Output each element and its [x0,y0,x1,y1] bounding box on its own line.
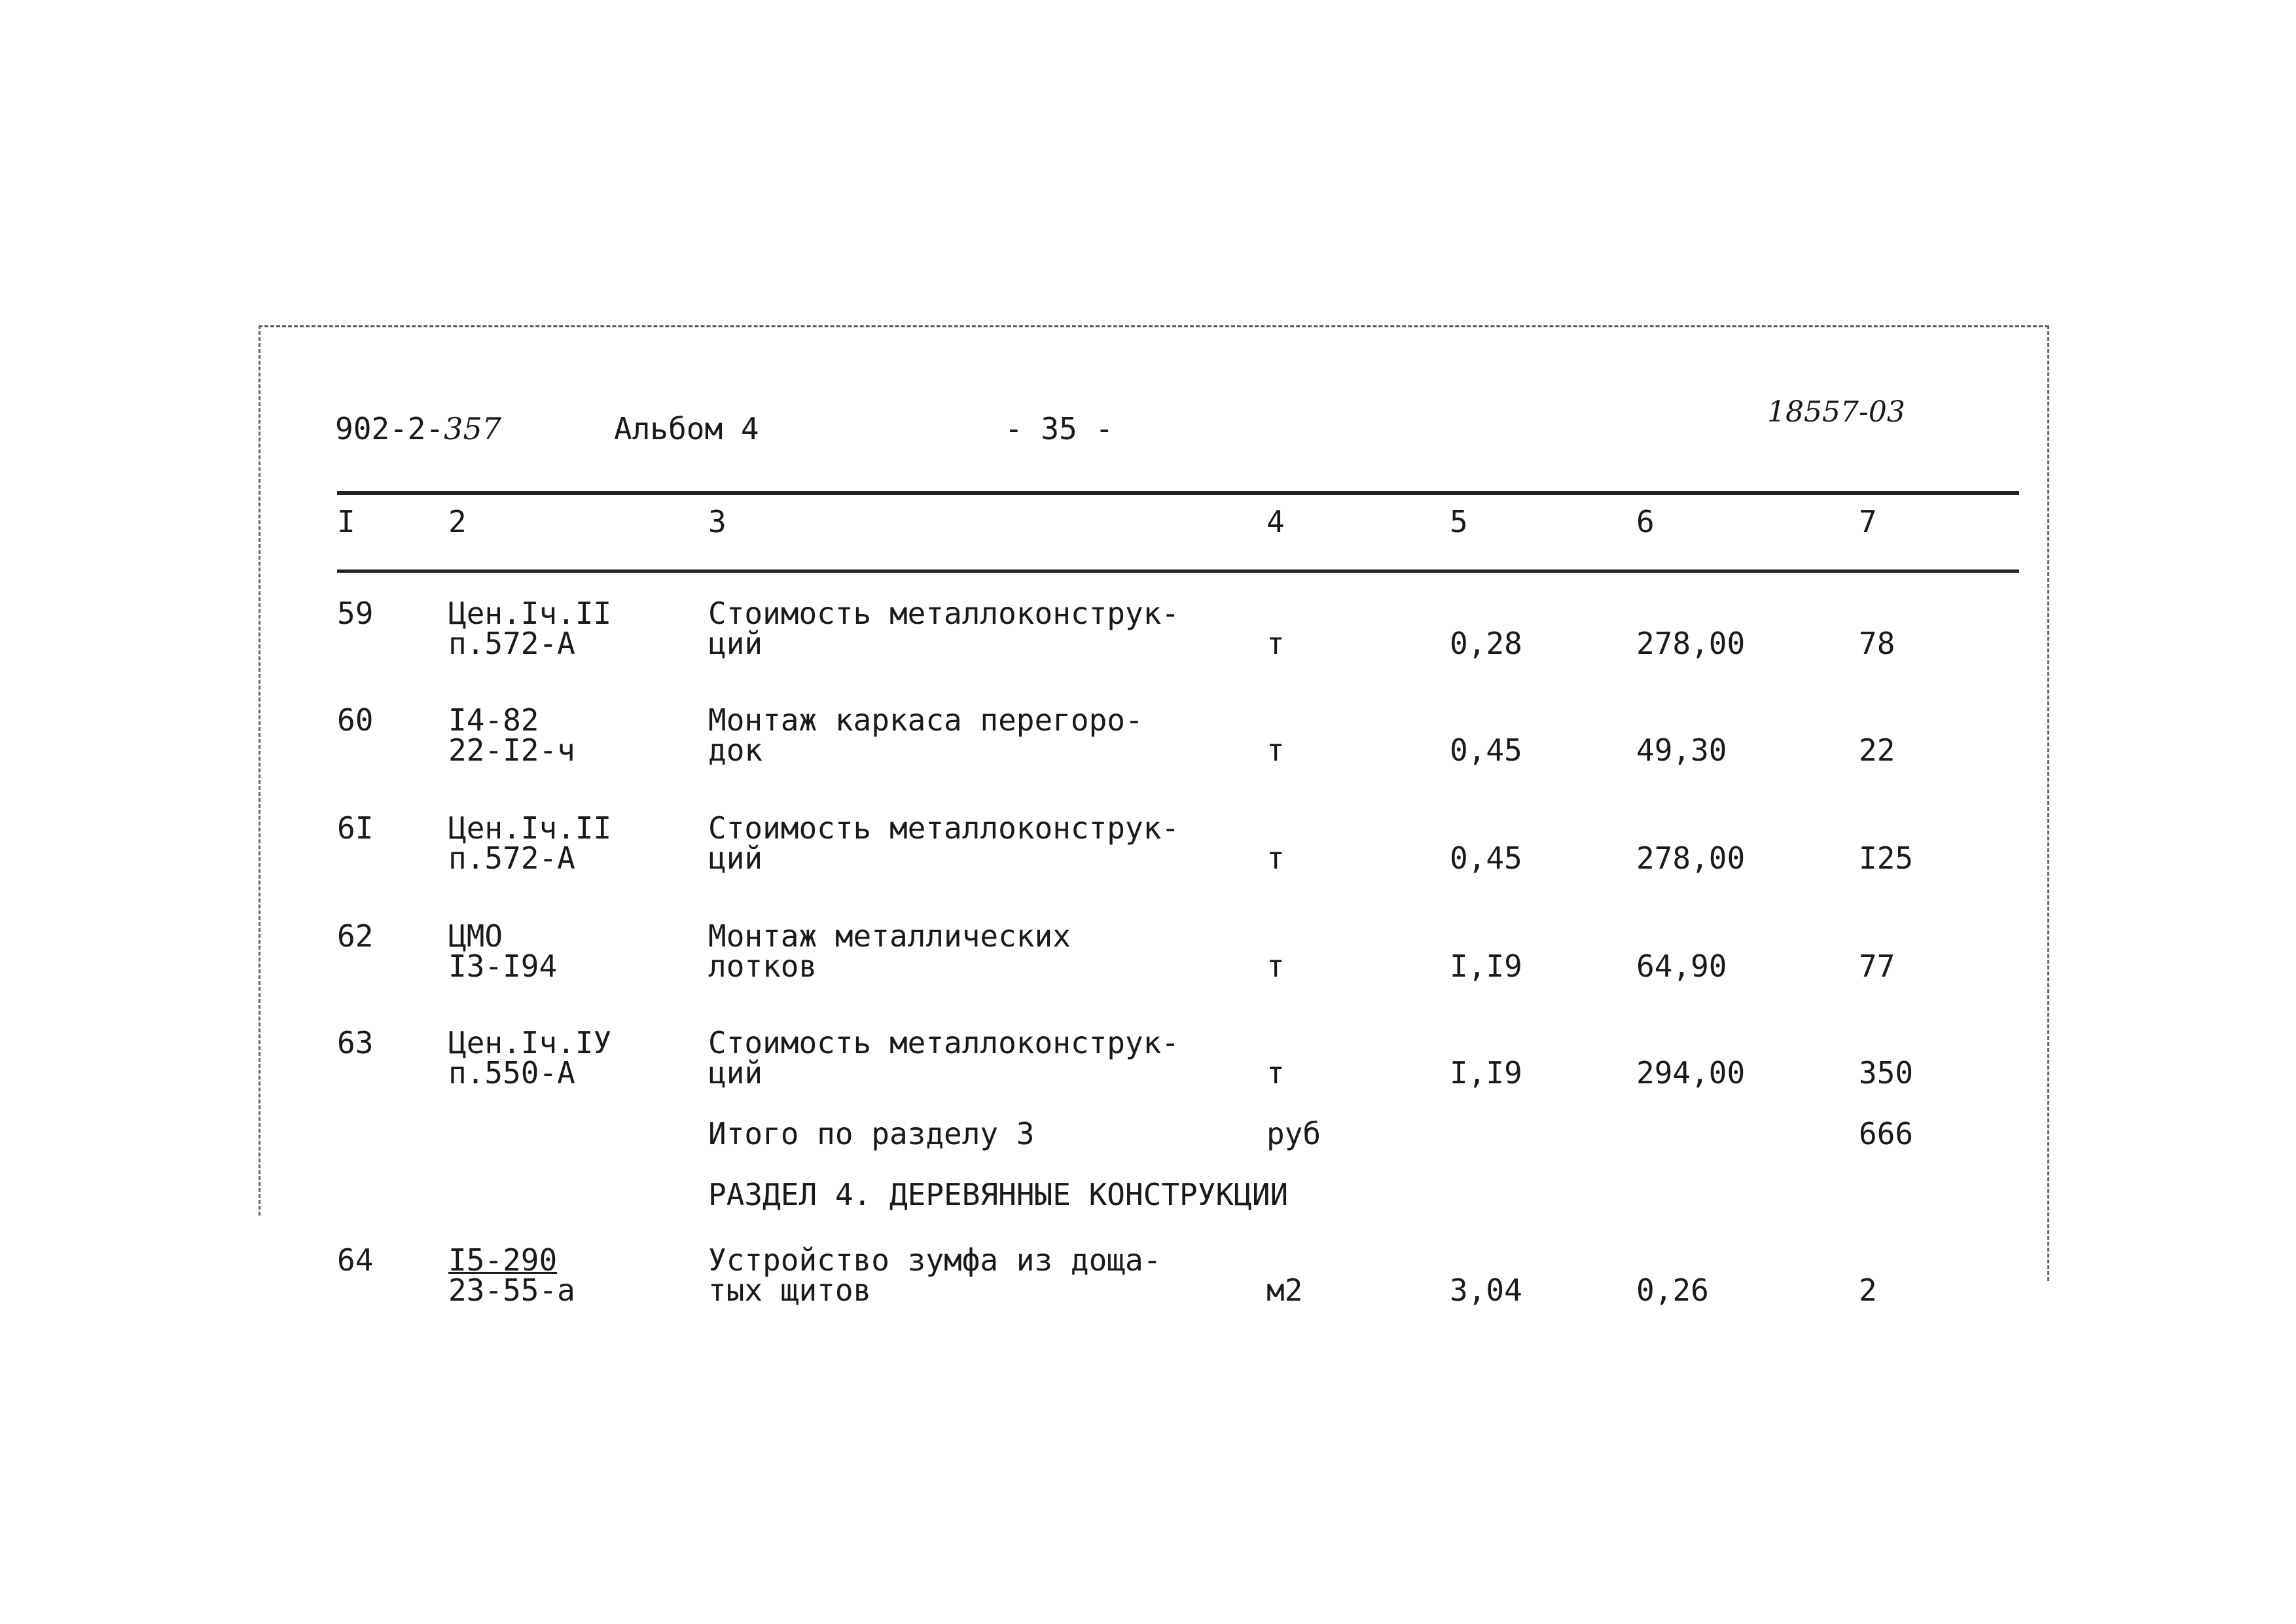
row-number: 64 [337,1242,374,1278]
row-quantity: I,I9 [1450,948,1522,984]
row-code-line1: I5-290 [448,1242,558,1278]
row-code-line1: Цен.Iч.II [448,810,612,846]
header-rule-top [337,491,2019,495]
doc-code-handwritten: 357 [444,411,501,446]
page-frame-left [259,325,260,1216]
row-code-line2: п.572-А [448,840,575,876]
row-code-line2: п.572-А [448,626,575,661]
row-description-line2: док [708,732,763,768]
row-code-line2: п.550-А [448,1055,575,1091]
row-description-line2: ций [708,840,763,876]
row-unit: т [1266,1055,1285,1091]
row-code-line1: I4-82 [448,702,539,738]
column-header-3: 3 [708,504,726,539]
row-description-line1: Стоимость металлоконструк- [708,810,1180,846]
row-quantity: 0,45 [1450,732,1522,768]
row-description-line1: Монтаж каркаса перегоро- [708,702,1143,738]
row-number: 6I [337,810,374,846]
row-code-line1: ЦМО [448,918,503,954]
row-price: 278,00 [1636,840,1746,876]
page-frame-top [259,325,2049,327]
row-number: 59 [337,596,374,631]
row-price: 294,00 [1636,1055,1746,1091]
row-unit: т [1266,626,1285,661]
subtotal-unit: руб [1266,1116,1321,1151]
row-price: 0,26 [1636,1272,1709,1308]
album-label: Альбом 4 [614,411,759,446]
row-quantity: 0,28 [1450,626,1522,661]
column-header-4: 4 [1266,504,1285,539]
row-description-line2: лотков [708,948,817,984]
row-description-line1: Стоимость металлоконструк- [708,1025,1180,1060]
subtotal-label: Итого по разделу 3 [708,1116,1035,1151]
page-number: - 35 - [1005,411,1114,446]
row-price: 49,30 [1636,732,1727,768]
row-total: I25 [1859,840,1914,876]
header-rule-bottom [337,569,2019,573]
row-unit: т [1266,840,1285,876]
row-unit: т [1266,948,1285,984]
row-description-line2: тых щитов [708,1272,872,1308]
column-header-2: 2 [448,504,467,539]
page-frame-right [2047,325,2049,1281]
row-description-line1: Монтаж металлических [708,918,1071,954]
doc-code [335,412,501,445]
column-header-5: 5 [1450,504,1468,539]
row-price: 278,00 [1636,626,1746,661]
row-number: 60 [337,702,374,738]
row-total: 77 [1859,948,1895,984]
row-description-line1: Устройство зумфа из доща- [708,1242,1162,1278]
subtotal-total: 666 [1859,1116,1914,1151]
row-total: 350 [1859,1055,1914,1091]
row-quantity: 3,04 [1450,1272,1522,1308]
row-price: 64,90 [1636,948,1727,984]
row-total: 78 [1859,626,1895,661]
row-code-line1: Цен.Iч.II [448,596,612,631]
row-unit: т [1266,732,1285,768]
row-total: 22 [1859,732,1895,768]
row-number: 63 [337,1025,374,1060]
row-code-line1: Цен.Iч.IУ [448,1025,612,1060]
row-total: 2 [1859,1272,1877,1308]
row-description-line2: ций [708,1055,763,1091]
row-quantity: I,I9 [1450,1055,1522,1091]
row-quantity: 0,45 [1450,840,1522,876]
section-title: РАЗДЕЛ 4. ДЕРЕВЯННЫЕ КОНСТРУКЦИИ [708,1177,1289,1212]
doc-code-printed: 902-2- [335,411,444,446]
column-header-7: 7 [1859,504,1877,539]
column-header-6: 6 [1636,504,1655,539]
row-code-line2: 22-I2-ч [448,732,575,768]
row-description-line1: Стоимость металлоконструк- [708,596,1180,631]
row-description-line2: ций [708,626,763,661]
row-number: 62 [337,918,374,954]
row-code-line2: I3-I94 [448,948,558,984]
row-code-line2: 23-55-а [448,1272,575,1308]
column-header-1: I [337,504,355,539]
row-unit: м2 [1266,1272,1303,1308]
stamp-number: 18557-03 [1767,395,1905,429]
